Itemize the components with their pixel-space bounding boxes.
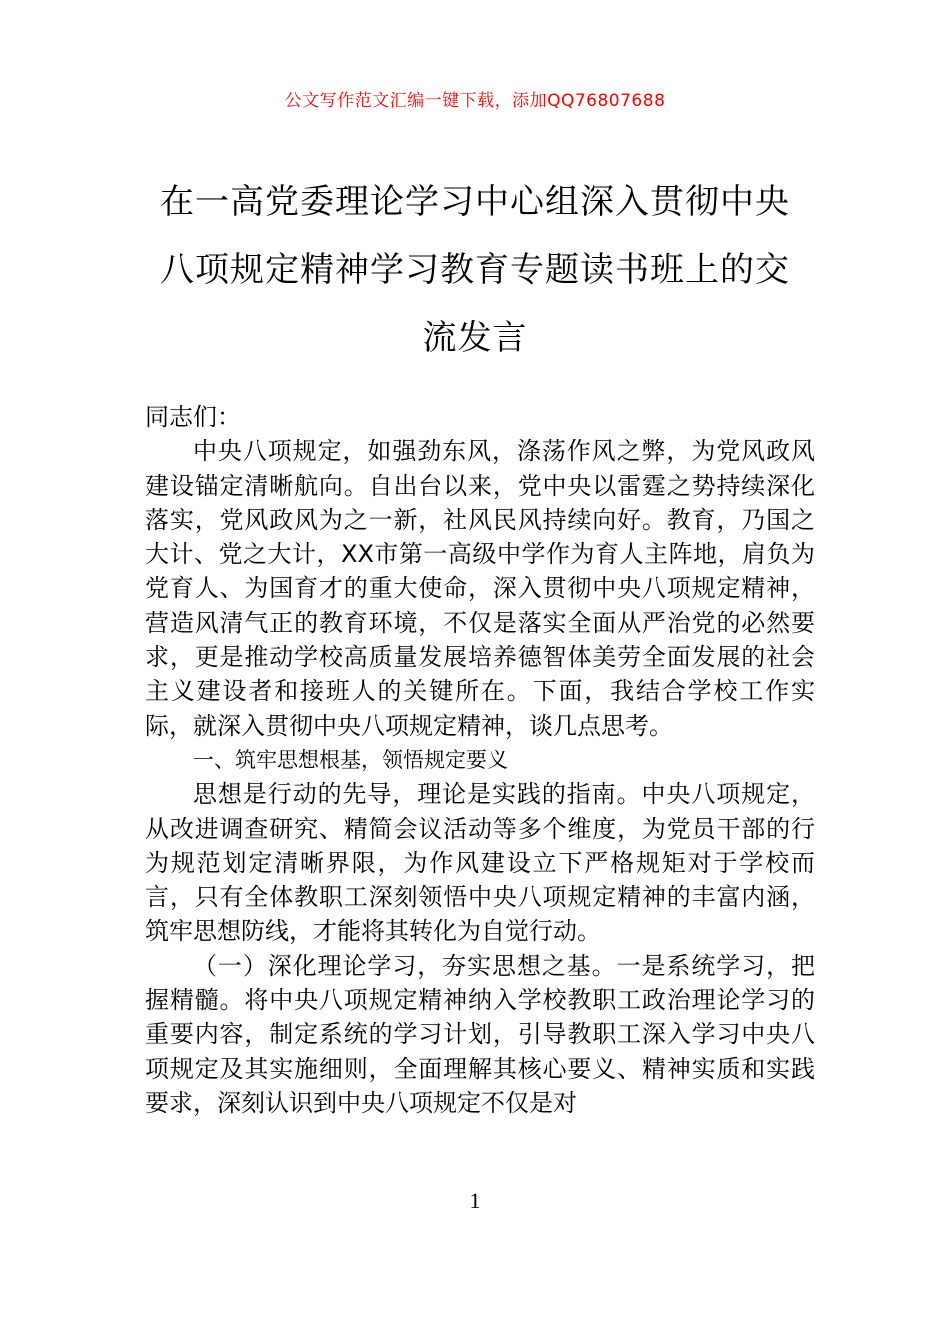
page-number: 1 — [469, 1188, 481, 1213]
document-body — [145, 400, 815, 1120]
title-line: 八项规定精神学习教育专题读书班上的交 — [160, 250, 790, 290]
body-paragraph: （一）深化理论学习，夯实思想之基。一是系统学习，把握精髓。将中央八项规定精神纳入学校教职工政治理论学习的重要内容，制定系统的学习计划，引导教职工深入学习中央八项规定及其实施细则，全面理解其核心要义、精神实质和实践要求，深刻认识到中央八项规定不仅是对 — [145, 951, 815, 1117]
title-line: 在一高党委理论学习中心组深入贯彻中央 — [160, 182, 790, 222]
download-watermark: 公文写作范文汇编一键下载，添加QQ76807688 — [284, 91, 666, 111]
document-title — [130, 168, 820, 372]
title-line: 流发言 — [422, 318, 528, 358]
body-paragraph: 中央八项规定，如强劲东风，涤荡作风之弊，为党风政风建设锚定清晰航向。自出台以来，党中央以雷霆之势持续深化落实，党风政风为之一新，社风民风持续向好。教育，乃国之大计、党之大计，XX市第一高级中学作为育人主阵地，肩负为党育人、为国育才的重大使命，深入贯彻中央八项规定精神，营造风清气正的教育环境，不仅是落实全面从严治党的必然要求，更是推动学校高质量发展培养德智体美劳全面发展的社会主义建设者和接班人的关键所在。下面，我结合学校工作实际，就深入贯彻中央八项规定精神，谈几点思考。 — [145, 437, 815, 740]
body-paragraph: 思想是行动的先导，理论是实践的指南。中央八项规定，从改进调查研究、精简会议活动等多个维度，为党员干部的行为规范划定清晰界限，为作风建设立下严格规矩对于学校而言，只有全体教职工深刻领悟中央八项规定精神的丰富内涵，筑牢思想防线，才能将其转化为自觉行动。 — [145, 780, 815, 946]
section-heading: 一、筑牢思想根基，领悟规定要义 — [193, 747, 508, 772]
salutation: 同志们： — [145, 403, 241, 431]
